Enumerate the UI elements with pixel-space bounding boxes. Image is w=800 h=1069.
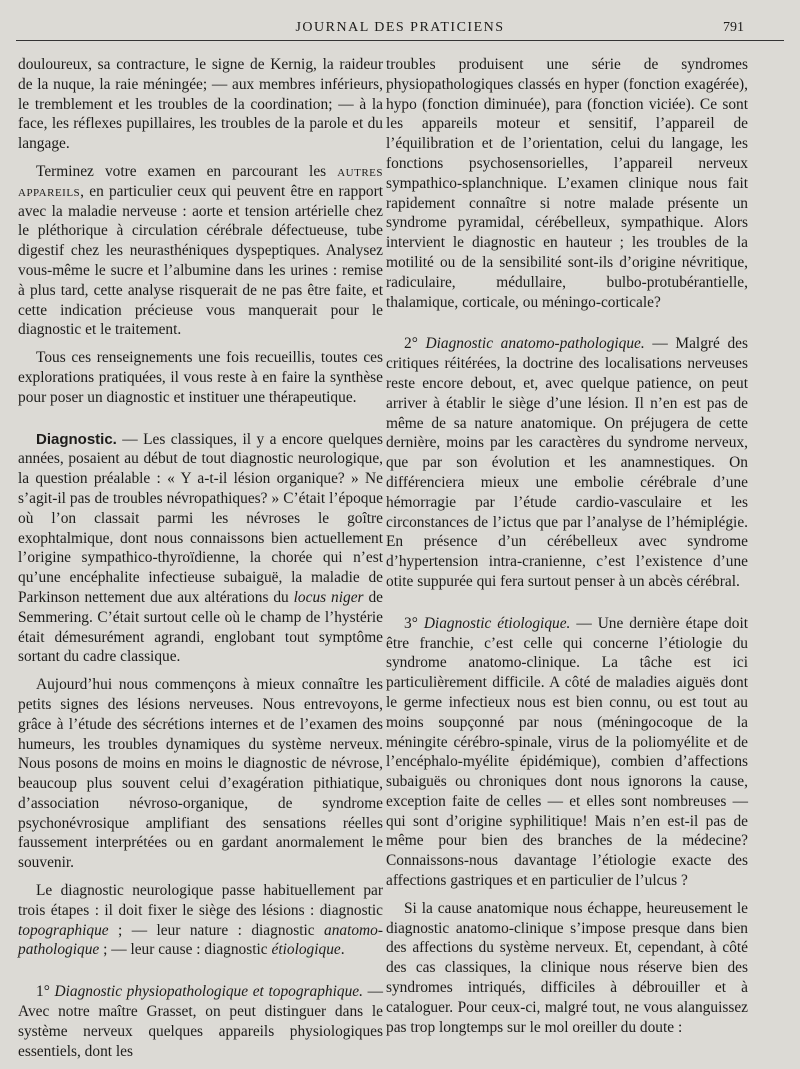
right-column bbox=[386, 55, 748, 1045]
paragraph-text: — Les classiques, il y a encore quelques années, posaient au début de tout diagnostic neurologique, la question préalable : « Y a-t-il lésion organique? » Ne s’agit-il pas de troubles névropathiques? » C’était l’époque où l’on classait parmi les névroses le goître exophtalmique, dont nous connaissons bien actuellement l’origine sympathico-thyroïdienne, la chorée qui n’est qu’une encéphalite infectieuse subaiguë, la maladie de Parkinson nettement due aux altérations du bbox=[18, 430, 383, 606]
paragraph bbox=[386, 899, 748, 1038]
italic-term: topographique bbox=[18, 921, 109, 939]
paragraph-text: Si la cause anatomique nous échappe, heureusement le diagnostic anatomo-clinique s’impose presque dans bien des affections du système nerveux. Et, cependant, à côté des cas classiques, la clinique nous réserve bien des syndromes intriqués, difficiles à débrouiller et à cataloguer. Pour ceux-ci, malgré tout, ne vous alanguissez pas trop longtemps sur le mol oreiller du doute : bbox=[386, 899, 748, 1036]
paragraph-text: — Une dernière étape doit être franchie, c’est celle qui concerne l’étiologie du syndrome anatomo-clinique. La tâche est ici particulièrement difficile. A côté de maladies aiguës dont le germe infectieux nous est bien connu, ou est tout au moins soupçonné par nous (méningocoque de la méningite cérébro-spinale, virus de la poliomyélite et de l’encéphalo-myélite épidémique), combien d’affections subaiguës ou chroniques dont nous ignorons la cause, exception faite de celles — et elles sont nombreuses — qui sont d’origine syphilitique! Mais n’en est-il pas de même pour bien des branches de la médecine? Connaissons-nous davantage l’étiologie exacte des affections gastriques et en particulier de l’ulcus ? bbox=[386, 614, 748, 890]
paragraph-text: Terminez votre examen en parcourant les bbox=[36, 162, 327, 180]
paragraph-text: troubles produisent une série de syndromes physiopathologiques classés en hyper (fonction exagérée), hypo (fonction diminuée), para (fonction viciée). Ce sont les appareils moteur et sensitif, l’appareil de l’équilibration et de l’orientation, celui du langage, les fonctions psychosensorielles, l’appareil nerveux sympathico-splanchnique. L’examen clinique nous fait rapidement connaître si notre malade présente un syndrome pyramidal, cérébelleux, sympathique. Alors intervient le diagnostic en hauteur ; les troubles de la motilité ou de la sensibilité sont-ils d’origine névritique, radiculaire, médullaire, bulbo-protubérantielle, thalamique, corticale, ou méningo-corticale? bbox=[386, 56, 748, 311]
subsection-heading: Diagnostic physiopathologique et topographique. bbox=[54, 983, 363, 1001]
paragraph-text: , en particulier ceux qui peuvent être en rapport avec la maladie nerveuse : aorte et tension artérielle chez le pléthorique à circulation cérébrale défectueuse, tube digestif chez les neurasthéniques dyspeptiques. Analysez vous-même le sucre et l’albumine dans les urines : remise à plus tard, cette analyse risquerait de ne pas être faite, et cette indication précieuse vous manquerait pour le diagnostic et le traitement. bbox=[18, 182, 383, 339]
paragraph-text: — Malgré des critiques réitérées, la doctrine des localisations nerveuses reste encore debout, et, avec quelque patience, on peut arriver à établir le siège d’une lésion. Il n’en est pas de même de sa nature anatomique. On préjugera de cette dernière, moins par les caractères du syndrome nerveux, que par son évolution et les anamnestiques. On différenciera mieux une embolie cérébrale d’une hémorragie par l’étude cardio-vasculaire et les circonstances de l’ictus que par l’analyse de l’hémiplégie. En présence d’un cérébelleux avec syndrome d’hypertension intra-cranienne, c’est l’existence d’une otite suppurée qui fera surtout penser à un abcès cérébral. bbox=[386, 335, 748, 590]
paragraph-text: douloureux, sa contracture, le signe de Kernig, la raideur de la nuque, la raie méningée; — aux membres inférieurs, le tremblement et les troubles de la coordination; — à la face, les réflexes pupillaires, les troubles de la parole et du langage. bbox=[18, 56, 383, 153]
paragraph bbox=[18, 348, 383, 407]
italic-term: locus niger bbox=[293, 588, 364, 606]
paragraph bbox=[18, 982, 383, 1061]
paragraph-text: de Semmering. C’était surtout celle où le champ de l’hystérie était démesurément agrandi, englobant tout symptôme sortant du cadre classique. bbox=[18, 588, 383, 666]
section-number: 2° bbox=[404, 335, 418, 353]
paragraph bbox=[18, 55, 383, 154]
page-header bbox=[0, 14, 800, 42]
section-number: 1° bbox=[36, 983, 50, 1001]
subsection-heading: Diagnostic étiologique. bbox=[423, 614, 571, 632]
paragraph bbox=[18, 162, 383, 340]
section-heading-diagnostic: Diagnostic. bbox=[36, 430, 117, 448]
paragraph-text: Tous ces renseignements une fois recueillis, toutes ces explorations pratiquées, il vous reste à en faire la synthèse pour poser un diagnostic et instituer une thérapeutique. bbox=[18, 349, 383, 406]
running-title: JOURNAL DES PRATICIENS bbox=[295, 20, 505, 35]
paragraph-text: Le diagnostic neurologique passe habituellement par trois étapes : il doit fixer le siège des lésions : diagnostic bbox=[18, 882, 383, 919]
paragraph bbox=[18, 881, 383, 960]
header-rule bbox=[16, 40, 784, 41]
paragraph bbox=[386, 334, 748, 591]
section-gap bbox=[18, 968, 383, 982]
section-gap bbox=[386, 320, 748, 334]
paragraph-text: — Avec notre maître Grasset, on peut distinguer dans le système nerveux quelques appareils physiologiques essentiels, dont les bbox=[18, 983, 383, 1060]
italic-term: anatomo-pathologique bbox=[18, 921, 383, 959]
left-column bbox=[18, 55, 383, 1069]
paragraph bbox=[18, 430, 383, 668]
paragraph bbox=[386, 55, 748, 312]
section-number: 3° bbox=[404, 614, 418, 632]
small-caps-term: autres appareils bbox=[18, 162, 383, 200]
section-gap bbox=[18, 416, 383, 430]
subsection-heading: Diagnostic anatomo-pathologique. bbox=[425, 335, 645, 353]
paragraph-text: Aujourd’hui nous commençons à mieux connaître les petits signes des lésions nerveuses. Nous entrevoyons, grâce à l’étude des sécrétions internes et de l’examen des humeurs, les troubles dynamiques du système nerveux. Nous posons de moins en moins le diagnostic de névrose, beaucoup plus souvent celui d’exagération pithiatique, d’association névroso-organique, de syndrome psychonévrosique amplifiant des sensations réelles faussement interprétées ou en gardant anormalement le souvenir. bbox=[18, 676, 383, 872]
paragraph-text: ; — leur nature : diagnostic bbox=[108, 921, 324, 939]
paragraph bbox=[18, 675, 383, 873]
section-gap bbox=[386, 600, 748, 614]
italic-term: étiologique bbox=[271, 941, 341, 959]
paragraph-text: . bbox=[340, 941, 345, 959]
paragraph bbox=[386, 614, 748, 891]
page-number: 791 bbox=[723, 20, 744, 35]
paragraph-text: ; — leur cause : diagnostic bbox=[99, 941, 272, 959]
